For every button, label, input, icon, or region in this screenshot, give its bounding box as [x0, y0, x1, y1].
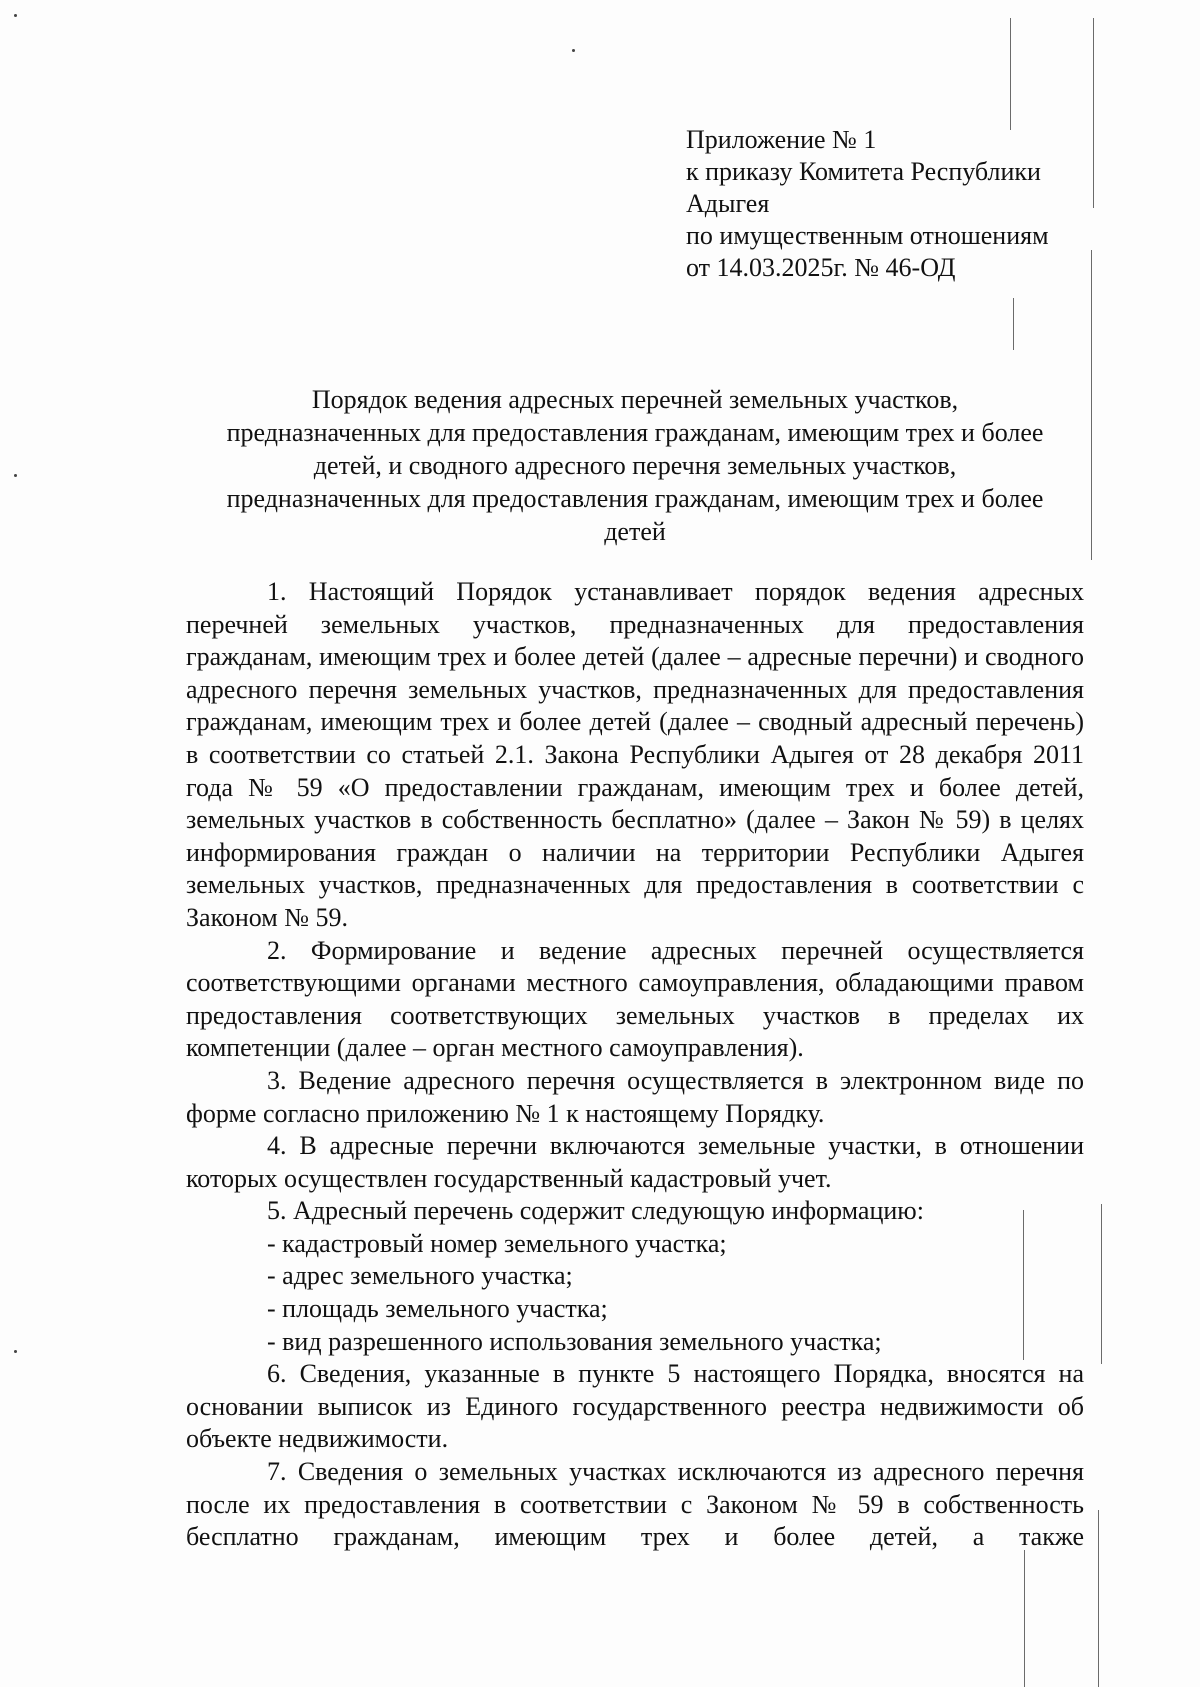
list-item: - площадь земельного участка; — [267, 1294, 608, 1324]
appendix-region: Адыгея — [686, 189, 770, 218]
paragraph-3: 3. Ведение адресного перечня осуществляется в электронном виде по форме согласно приложению № 1 к настоящему Порядку. — [186, 1065, 1084, 1128]
paragraph-1: 1. Настоящий Порядок устанавливает порядок ведения адресных перечней земельных участков, предназначенных для предоставления гражданам, имеющим трех и более детей (далее – адресные перечни) и сводного адресного перечня земельных участков, предназначенных для предоставления гражданам, имеющим трех и более детей (далее – сводный адресный перечень) в соответствии со статьей 2.1. Закона Республики Адыгея от 28 декабря 2011 года № 59 «О предоставлении гражданам, имеющим трех и более детей, земельных участков в собственность бесплатно» (далее – Закон № 59) в целях информирования граждан о наличии на территории Республики Адыгея земельных участков, предназначенных для предоставления в соответствии с Законом № 59. — [186, 577, 1084, 932]
document-title — [186, 383, 1084, 548]
appendix-number: Приложение № 1 — [686, 125, 877, 154]
appendix-date-number: от 14.03.2025г. № 46-ОД — [686, 253, 956, 282]
paragraph-2: 2. Формирование и ведение адресных перечней осуществляется соответствующими органами местного самоуправления, обладающими правом предоставления соответствующих земельных участков в пределах их компетенции (далее – орган местного самоуправления). — [186, 935, 1084, 1063]
title-line: детей, и сводного адресного перечня земельных участков, — [313, 451, 957, 480]
appendix-committee: по имущественным отношениям — [686, 221, 1049, 250]
scan-artifact-line — [1098, 1510, 1099, 1687]
scan-artifact-line — [1091, 250, 1092, 560]
scan-artifact-line — [1101, 1204, 1102, 1364]
title-line: детей — [604, 517, 666, 546]
title-line: Порядок ведения адресных перечней земельных участков, — [311, 385, 959, 414]
paragraph-5: 5. Адресный перечень содержит следующую информацию: — [267, 1196, 924, 1226]
paragraph-7: 7. Сведения о земельных участках исключаются из адресного перечня после их предоставления в соответствии с Законом № 59 в собственность бесплатно гражданам, имеющим трех и более детей, а также — [186, 1457, 1084, 1552]
scan-artifact-line — [1010, 18, 1011, 130]
title-line: предназначенных для предоставления гражданам, имеющим трех и более — [226, 418, 1044, 447]
scan-artifact-dot — [572, 49, 575, 52]
list-item: - адрес земельного участка; — [267, 1261, 573, 1291]
scan-artifact-dot — [14, 14, 17, 17]
appendix-header — [686, 124, 1106, 284]
scan-artifact-line — [1013, 298, 1014, 350]
scan-artifact-dot — [14, 474, 17, 477]
paragraph-6: 6. Сведения, указанные в пункте 5 настоящего Порядка, вносятся на основании выписок из Единого государственного реестра недвижимости об объекте недвижимости. — [186, 1359, 1084, 1454]
appendix-order-ref: к приказу Комитета Республики — [686, 157, 1041, 186]
title-line: предназначенных для предоставления гражданам, имеющим трех и более — [226, 484, 1044, 513]
scan-artifact-dot — [14, 1350, 17, 1353]
list-item: - кадастровый номер земельного участка; — [267, 1228, 727, 1258]
scan-artifact-line — [1024, 1550, 1025, 1687]
document-body — [186, 576, 1084, 1554]
list-item: - вид разрешенного использования земельного участка; — [267, 1326, 882, 1356]
paragraph-4: 4. В адресные перечни включаются земельные участки, в отношении которых осуществлен государственный кадастровый учет. — [186, 1131, 1084, 1193]
